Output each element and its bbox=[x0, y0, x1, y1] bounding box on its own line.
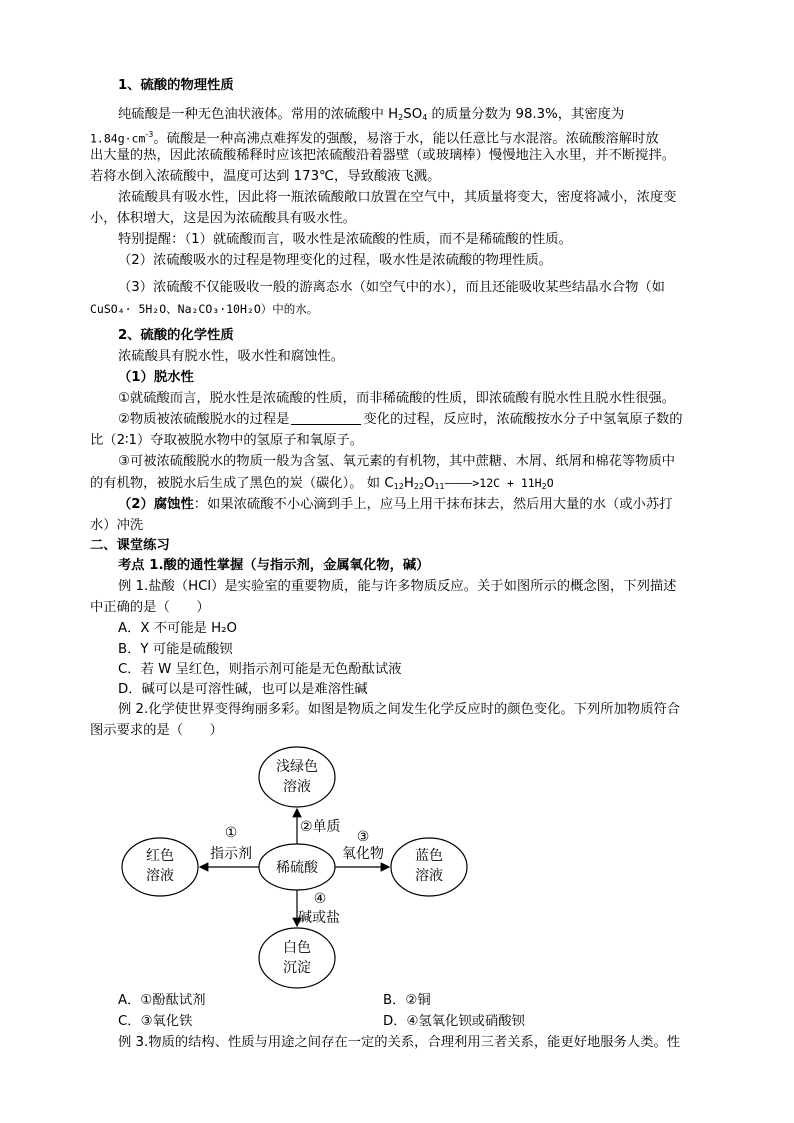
paragraph-line: （3）浓硫酸不仅能吸收一般的游离态水（如空气中的水），而且还能吸收某些结晶水合物（如 bbox=[118, 280, 665, 295]
choice-a[interactable]: A．①酚酞试剂 bbox=[118, 993, 206, 1008]
question-text: 例 2.化学使世界变得绚丽多彩。如图是物质之间发生化学反应时的颜色变化。下列所加物质符合 bbox=[118, 702, 681, 717]
paragraph-line: （2）浓硫酸吸水的过程是物理变化的过程，吸水性是浓硫酸的物理性质。 bbox=[118, 253, 552, 268]
paragraph-line: 特别提醒：（1）就硫酸而言，吸水性是浓硫酸的性质，而不是稀硫酸的性质。 bbox=[118, 232, 572, 247]
question-text: 例 3.物质的结构、性质与用途之间存在一定的关系，合理利用三者关系，能更好地服务人类。性 bbox=[118, 1035, 681, 1050]
right-node bbox=[391, 838, 467, 896]
choice-d[interactable]: D．④氢氧化钡或硝酸钡 bbox=[383, 1014, 525, 1029]
section1-heading: 1、硫酸的物理性质 bbox=[118, 78, 234, 93]
choice-c[interactable]: C．③氧化铁 bbox=[118, 1014, 193, 1029]
left-node bbox=[122, 838, 198, 896]
svg-text:③: ③ bbox=[356, 829, 370, 845]
svg-text:④: ④ bbox=[313, 891, 327, 907]
formula-line: 的有机物，被脱水后生成了黑色的炭（碳化）。 如 $C_{12}H_{22}O_{11}————>12C + 11H_2O$ bbox=[90, 476, 554, 491]
center-label: 稀硫酸 bbox=[276, 860, 318, 876]
key-point: 考点 1.酸的通性掌握（与指示剂，金属氧化物，碱） bbox=[118, 558, 430, 573]
subheading: （1）脱水性 bbox=[118, 370, 194, 385]
svg-text:浅绿色: 浅绿色 bbox=[276, 759, 318, 775]
option-b[interactable]: B．Y 可能是硫酸钡 bbox=[118, 642, 233, 657]
paragraph-line: 浓硫酸具有吸水性，因此将一瓶浓硫酸敞口放置在空气中，其质量将变大，密度将减小，浓度变 bbox=[118, 190, 677, 205]
svg-text:溶液: 溶液 bbox=[283, 779, 311, 795]
svg-text:①: ① bbox=[224, 825, 238, 841]
paragraph-line: ③可被浓硫酸脱水的物质一般为含氢、氧元素的有机物，其中蔗糖、木屑、纸屑和棉花等物质中 bbox=[118, 454, 676, 469]
svg-text:蓝色: 蓝色 bbox=[415, 848, 443, 864]
paragraph-line: $1.84g\cdot cm^{-3}$。硫酸是一种高沸点难挥发的强酸，易溶于水，能以任意比与水混溶。浓硫酸溶解时放 bbox=[90, 130, 659, 147]
choice-b[interactable]: B．②铜 bbox=[383, 993, 431, 1008]
section3-heading: 二、课堂练习 bbox=[90, 538, 170, 553]
paragraph-line: 纯硫酸是一种无色油状液体。常用的浓硫酸中 $H_2SO_4$ 的质量分数为 98.3%，其密度为 bbox=[118, 107, 625, 122]
question-text: 例 1.盐酸（HCl）是实验室的重要物质，能与许多物质反应。关于如图所示的概念图，下列描述 bbox=[118, 579, 677, 594]
svg-text:碱或盐: 碱或盐 bbox=[298, 910, 340, 926]
option-a[interactable]: A．X 不可能是 H₂O bbox=[118, 621, 237, 636]
paragraph-line: 浓硫酸具有脱水性，吸水性和腐蚀性。 bbox=[118, 349, 345, 364]
svg-text:氧化物: 氧化物 bbox=[342, 846, 384, 862]
paragraph-line: ①就硫酸而言，脱水性是浓硫酸的性质，而非稀硫酸的性质，即浓硫酸有脱水性且脱水性很强。 bbox=[118, 391, 676, 406]
svg-text:②单质: ②单质 bbox=[300, 819, 341, 835]
reaction-diagram bbox=[110, 740, 490, 990]
top-node bbox=[259, 747, 335, 807]
svg-text:红色: 红色 bbox=[146, 848, 174, 864]
fill-blank[interactable] bbox=[291, 412, 361, 425]
paragraph-line: 比（2∶1）夺取被脱水物中的氢原子和氧原子。 bbox=[90, 433, 364, 448]
svg-text:指示剂: 指示剂 bbox=[210, 846, 252, 862]
paragraph-line: 若将水倒入浓硫酸中，温度可达到 173℃，导致酸液飞溅。 bbox=[90, 169, 441, 184]
paragraph-line: 水）冲洗 bbox=[90, 518, 144, 533]
bottom-node bbox=[259, 928, 335, 988]
question-text: 中正确的是（ ） bbox=[90, 600, 210, 615]
svg-text:沉淀: 沉淀 bbox=[283, 960, 311, 976]
paragraph-line: 出大量的热，因此浓硫酸稀释时应该把浓硫酸沿着器壁（或玻璃棒）慢慢地注入水里，并不断搅拌。 bbox=[90, 148, 676, 163]
paragraph-line: 小，体积增大，这是因为浓硫酸具有吸水性。 bbox=[90, 211, 356, 226]
paragraph-line: （2）腐蚀性：如果浓硫酸不小心滴到手上，应马上用干抹布抹去，然后用大量的水（或小苏打 bbox=[118, 497, 673, 512]
question-text: 图示要求的是（ ） bbox=[90, 723, 223, 738]
svg-text:溶液: 溶液 bbox=[146, 868, 174, 884]
option-c[interactable]: C．若 W 呈红色，则指示剂可能是无色酚酞试液 bbox=[118, 662, 402, 677]
svg-text:白色: 白色 bbox=[283, 940, 311, 956]
section2-heading: 2、硫酸的化学性质 bbox=[118, 328, 234, 343]
paragraph-line: ②物质被浓硫酸脱水的过程是 变化的过程，反应时，浓硫酸按水分子中氢氧原子数的 bbox=[118, 412, 683, 427]
option-d[interactable]: D．碱可以是可溶性碱，也可以是难溶性碱 bbox=[118, 682, 368, 697]
paragraph-line: CuSO₄· 5H₂O、Na₂CO₃·10H₂O）中的水。 bbox=[90, 302, 319, 316]
svg-text:溶液: 溶液 bbox=[415, 868, 443, 884]
